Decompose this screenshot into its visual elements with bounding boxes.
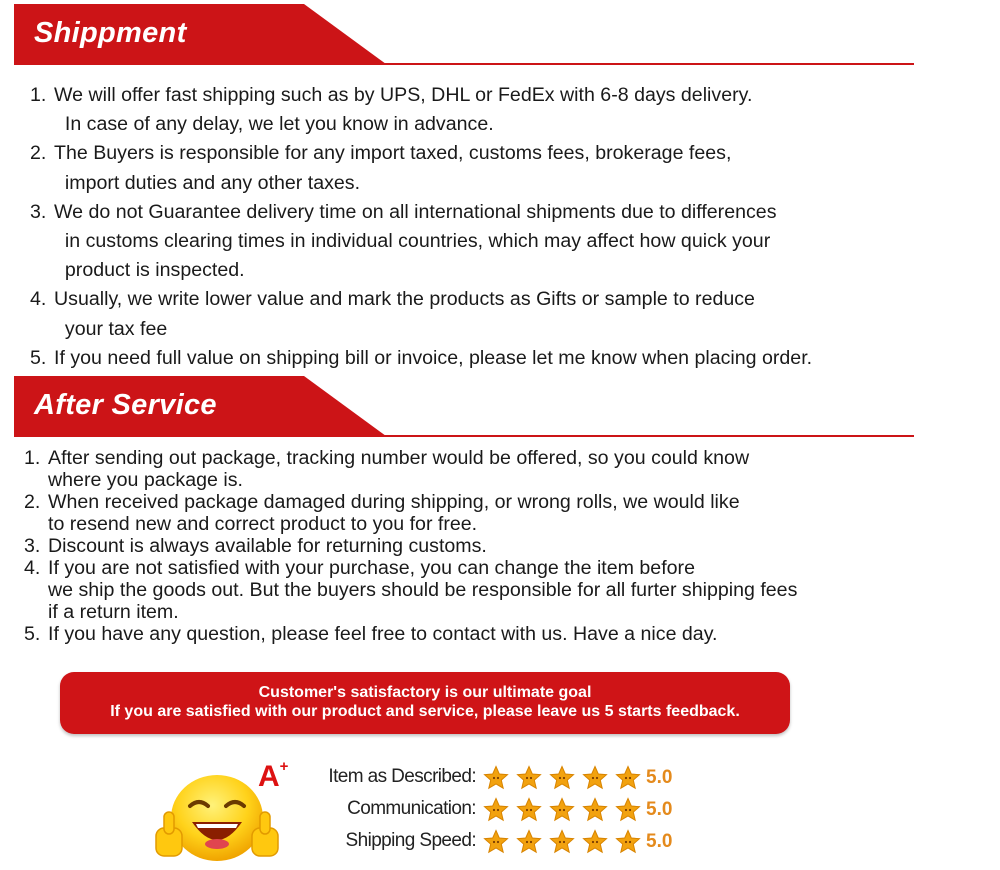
star-icon: [516, 829, 542, 855]
list-item-text: Discount is always available for returning customs.: [48, 535, 487, 557]
list-item-text: The Buyers is responsible for any import taxed, customs fees, brokerage fees, import duties and any other taxes.: [54, 142, 732, 194]
list-item: 4. If you are not satisfied with your purchase, you can change the item before we ship the goods out. But the buyers should be responsible for all furter shipping fees if a return item.: [24, 557, 948, 623]
star-icon: [615, 829, 641, 855]
after-service-list: [24, 447, 948, 645]
list-item: 2. The Buyers is responsible for any import taxed, customs fees, brokerage fees, import duties and any other taxes.: [30, 139, 954, 197]
star-icon: [549, 829, 575, 855]
star-icon: [483, 829, 509, 855]
list-item-text: If you have any question, please feel free to contact with us. Have a nice day.: [48, 623, 718, 645]
star-icon: [582, 829, 608, 855]
rating-row: [0, 796, 476, 824]
star-icon: [483, 797, 509, 823]
list-item-text: After sending out package, tracking number would be offered, so you could know where you package is.: [48, 447, 750, 491]
list-item: 5. If you have any question, please feel free to contact with us. Have a nice day.: [24, 623, 948, 645]
after-service-divider: [14, 435, 914, 437]
star-group: [483, 829, 641, 855]
list-item: 1. After sending out package, tracking number would be offered, so you could know where you package is.: [24, 447, 948, 491]
feedback-banner-line2: If you are satisfied with our product and service, please leave us 5 starts feedback.: [110, 703, 740, 720]
rating-row: [0, 764, 476, 792]
star-icon: [549, 765, 575, 791]
rating-row: [0, 828, 476, 856]
rating-label: Shipping Speed:: [345, 830, 476, 851]
rating-label: Communication:: [347, 798, 476, 819]
star-icon: [582, 797, 608, 823]
list-item: 2. When received package damaged during shipping, or wrong rolls, we would like to resend new and correct product to you for free.: [24, 491, 948, 535]
star-icon: [582, 765, 608, 791]
shipment-title: Shippment: [34, 17, 187, 49]
list-item-text: We do not Guarantee delivery time on all international shipments due to differences in customs clearing times in individual countries, which may affect how quick your product is inspected.: [54, 200, 777, 282]
star-icon: [615, 797, 641, 823]
rating-score: 5.0: [646, 831, 673, 852]
star-group: [483, 765, 641, 791]
shipment-header: [14, 4, 914, 68]
feedback-banner-line1: Customer's satisfactory is our ultimate goal: [258, 684, 592, 701]
rating-score: 5.0: [646, 767, 673, 788]
list-item-text: When received package damaged during shipping, or wrong rolls, we would like to resend new and correct product to you for free.: [48, 491, 740, 535]
feedback-banner: [60, 672, 790, 734]
shipment-divider: [14, 63, 914, 65]
after-service-title: After Service: [34, 389, 217, 421]
list-item-text: We will offer fast shipping such as by UPS, DHL or FedEx with 6-8 days delivery. In case of any delay, we let you know in advance.: [54, 84, 753, 136]
a-plus-badge: A+: [258, 758, 289, 793]
list-item: 3. Discount is always available for returning customs.: [24, 535, 948, 557]
star-icon: [615, 765, 641, 791]
star-icon: [549, 797, 575, 823]
star-icon: [483, 765, 509, 791]
list-item: 5. If you need full value on shipping bill or invoice, please let me know when placing order.: [30, 344, 954, 373]
list-item: 4. Usually, we write lower value and mark the products as Gifts or sample to reduce your tax fee: [30, 285, 954, 343]
star-group: [483, 797, 641, 823]
list-item-text: Usually, we write lower value and mark the products as Gifts or sample to reduce your tax fee: [54, 288, 755, 340]
list-item: 3. We do not Guarantee delivery time on all international shipments due to differences in customs clearing times in individual countries, which may affect how quick your product is inspected.: [30, 198, 954, 286]
star-icon: [516, 765, 542, 791]
rating-score: 5.0: [646, 799, 673, 820]
star-icon: [516, 797, 542, 823]
list-item-text: If you need full value on shipping bill or invoice, please let me know when placing order.: [54, 346, 813, 369]
list-item: 1. We will offer fast shipping such as by UPS, DHL or FedEx with 6-8 days delivery. In case of any delay, we let you know in advance.: [30, 81, 954, 139]
rating-label: Item as Described:: [328, 766, 476, 787]
shipment-list: [30, 81, 954, 373]
after-service-header: [14, 376, 914, 440]
list-item-text: If you are not satisfied with your purchase, you can change the item before we ship the goods out. But the buyers should be responsible for all furter shipping fees if a return item.: [48, 557, 798, 623]
